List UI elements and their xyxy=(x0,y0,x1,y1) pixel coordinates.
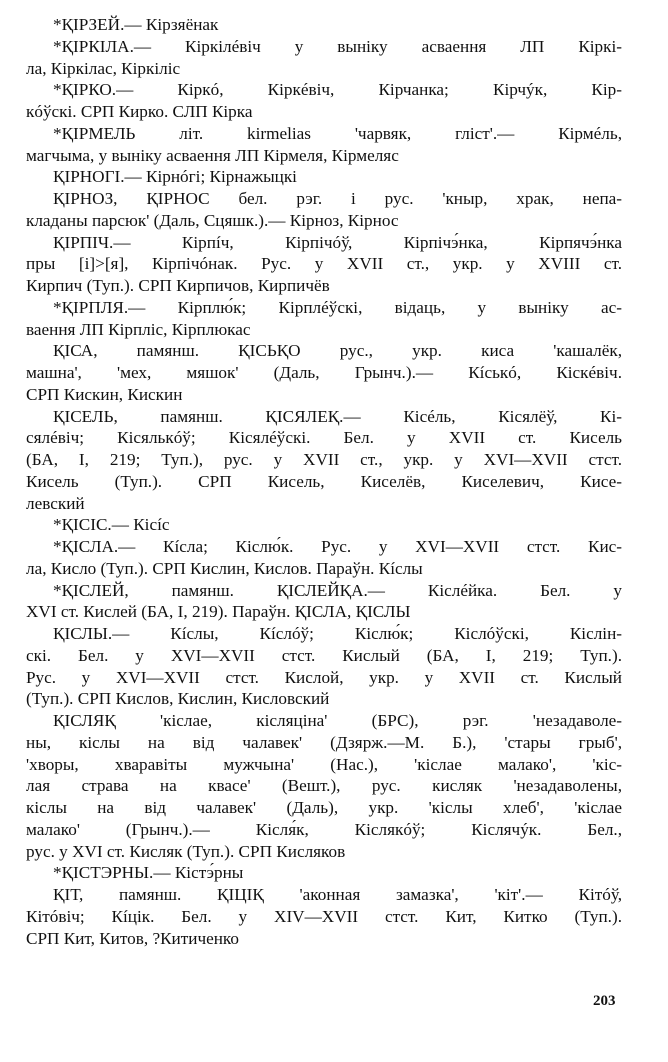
dictionary-entries xyxy=(26,14,622,949)
text-line: *ҚІРКО.— Кіркó, Кіркéвіч, Кірчанка; Кірчýк, Кір- xyxy=(53,80,622,100)
text-line: Кисель (Туп.). СРП Кисель, Киселёв, Киселевич, Кисе- xyxy=(26,471,622,491)
text-line: ҚІСА, памянш. ҚІСЬҚО рус., укр. киса 'кашалёк, xyxy=(53,341,622,361)
text-line: ҚІРПІЧ.— Кірпíч, Кірпічóў, Кірпічэ́нка, Кірпячэ́нка xyxy=(53,232,622,252)
text-line: кладаны парсюк' (Даль, Сцяшк.).— Кірноз, Кірнос xyxy=(26,210,399,230)
text-line: (Туп.). СРП Кислов, Кислин, Кисловский xyxy=(26,689,330,709)
text-line: ҚІРНОЗ, ҚІРНОС бел. рэг. і рус. 'кныр, храк, непа- xyxy=(53,189,622,208)
text-line: *ҚІСЛА.— Кíсла; Кіслю́к. Рус. у XVI—XVII стст. Кис- xyxy=(53,537,622,556)
text-line: *ҚІСІС.— Кісíс xyxy=(53,515,170,535)
text-line: 'хворы, хваравіты мужчына' (Нас.), 'кіслае малако', 'кіс- xyxy=(26,754,622,774)
text-line: ҚІРНОГІ.— Кірнóгі; Кірнажыцкі xyxy=(53,167,297,187)
page-number: 203 xyxy=(593,993,616,1009)
text-line: ваення ЛП Кірпліс, Кірплюкас xyxy=(26,319,251,339)
text-line: кóўскі. СРП Кирко. СЛП Кірка xyxy=(26,102,253,121)
text-line: левский xyxy=(26,493,85,513)
text-line: магчыма, у выніку асваення ЛП Кірмеля, Кірмеляс xyxy=(26,145,399,165)
text-line: кіслы на від чалавек' (Даль), укр. 'кіслы хлеб', 'кіслае xyxy=(26,798,622,817)
text-line: *ҚІРЗЕЙ.— Кірзяёнак xyxy=(53,15,219,34)
text-line: ны, кіслы на від чалавек' (Дзярж.—М. Б.), 'стары грыб', xyxy=(26,732,622,752)
text-line: ҚІСЛЯҚ 'кіслае, кісляціна' (БРС), рэг. 'незадаволе- xyxy=(53,711,622,730)
text-line: ла, Кисло (Туп.). СРП Кислин, Кислов. Параўн. Кíслы xyxy=(26,558,423,578)
text-line: *ҚІСЛЕЙ, памянш. ҚІСЛЕЙҚА.— Кіслéйка. Бел. у xyxy=(53,580,622,600)
text-line: ла, Кіркілас, Кіркіліс xyxy=(26,58,181,78)
text-line: СРП Кит, Китов, ?Китиченко xyxy=(26,928,239,948)
text-line: малако' (Грынч.).— Кісля́к, Кіслякóў; Кіслячýк. Бел., xyxy=(26,819,622,839)
text-line: Рус. у XVI—XVII стст. Кислой, укр. у XVII ст. Кислый xyxy=(26,667,622,687)
text-line: СРП Кискин, Кискин xyxy=(26,384,183,404)
text-line: *ҚІРПЛЯ.— Кірплю́к; Кірплéўскі, відаць, у выніку ас- xyxy=(53,297,622,317)
text-line: XVI ст. Кислей (БА, І, 219). Параўн. ҚІСЛА, ҚІСЛЫ xyxy=(26,602,411,622)
text-line: ҚІТ, памянш. ҚІЦІҚ 'аконная замазка', 'кіт'.— Кітóў, xyxy=(53,885,622,904)
text-line: *ҚІРМЕЛЬ літ. kirmelias 'чарвяк, гліст'.— Кірмéль, xyxy=(53,123,622,143)
text-line: *ҚІРКІЛА.— Кіркілéвіч у выніку асваення ЛП Кіркі- xyxy=(53,36,622,56)
text-line: Кирпич (Туп.). СРП Кирпичов, Кирпичёв xyxy=(26,276,330,295)
text-line: ҚІСЕЛЬ, памянш. ҚІСЯЛЕҚ.— Кісéль, Кісялёў, Кі- xyxy=(53,406,622,426)
text-line: рус. у XVI ст. Кисляк (Туп.). СРП Кисляков xyxy=(26,841,346,861)
text-line: пры [і]>[я], Кірпічóнак. Рус. у XVII ст., укр. у XVIII ст. xyxy=(26,254,622,274)
text-line: лая страва на квасе' (Вешт.), рус. кисляк 'незадаволены, xyxy=(26,776,622,796)
text-line: ҚІСЛЫ.— Кíслы, Кíслóў; Кіслю́к; Кіслóўскі, Кіслін- xyxy=(53,624,622,643)
text-line: (БА, І, 219; Туп.), рус. у XVII ст., укр. у XVI—XVII стст. xyxy=(26,450,622,469)
text-line: сялéвіч; Кісялькóў; Кісялéўскі. Бел. у XVII ст. Кисель xyxy=(26,428,622,448)
text-line: машна', 'мех, мяшок' (Даль, Грынч.).— Кíськó, Кіскéвіч. xyxy=(26,363,622,382)
text-line: скі. Бел. у XVI—XVII стст. Кислый (БА, І, 219; Туп.). xyxy=(26,645,622,665)
text-line: *ҚІСТЭРНЫ.— Кістэ́рны xyxy=(53,863,244,883)
text-line: Кітóвіч; Кíцік. Бел. у XIV—XVII стст. Кит, Китко (Туп.). xyxy=(26,906,622,926)
